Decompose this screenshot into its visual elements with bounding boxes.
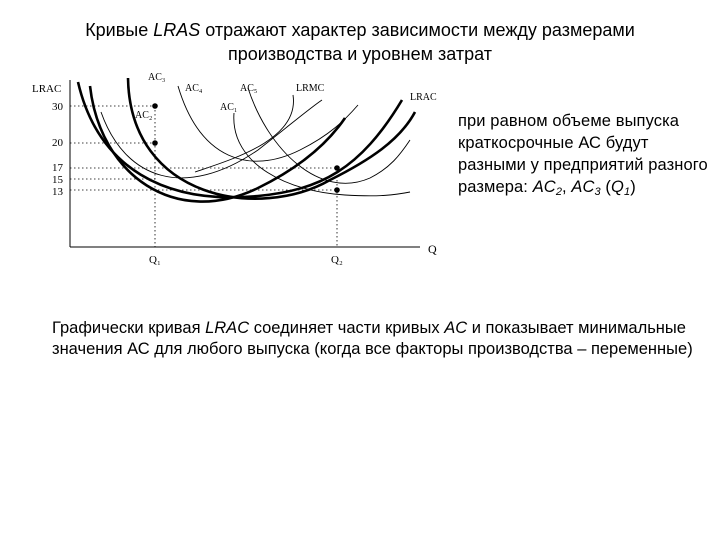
x-tick-q1: Q₁ — [149, 254, 161, 266]
side-note — [458, 110, 708, 203]
side-ac3: AC — [571, 178, 595, 196]
label-lrac: LRAC — [410, 92, 437, 103]
curve-ac1 — [90, 86, 345, 202]
title-text-lras: LRAS — [153, 20, 201, 40]
side-sep: , — [562, 178, 572, 196]
y-tick-15: 15 — [52, 174, 63, 186]
bottom-text-ac: AC — [444, 319, 468, 337]
point-q2-17 — [334, 165, 340, 171]
side-ac2-sub: 2 — [555, 186, 563, 198]
side-q: Q — [611, 178, 624, 196]
label-lrmc: LRMC — [296, 83, 325, 94]
title-text-a: Кривые — [85, 20, 154, 40]
point-q1-20 — [152, 140, 158, 146]
y-tick-30: 30 — [52, 101, 63, 113]
y-tick-13: 13 — [52, 186, 63, 198]
bottom-text-lrac: LRAC — [205, 319, 250, 337]
point-q1-30 — [152, 103, 158, 109]
bottom-text-c: соединяет части кривых — [249, 319, 445, 337]
curve-ac5 — [248, 88, 410, 183]
bottom-text-a: Графически кривая — [52, 319, 206, 337]
curve-ac4 — [178, 86, 358, 161]
label-ac5: AC₅ — [240, 83, 258, 94]
y-tick-20: 20 — [52, 137, 63, 149]
side-q-sub: 1 — [623, 186, 631, 198]
side-ac3-sub: 3 — [594, 186, 601, 198]
label-ac1: AC₁ — [220, 102, 238, 113]
label-ac3: AC₃ — [148, 72, 166, 83]
title-text-c: отражают характер зависимости между размерами — [200, 20, 635, 40]
y-tick-17: 17 — [52, 162, 63, 174]
curve-lrac — [78, 82, 402, 197]
side-text-main: при равном объеме выпуска краткосрочные АС будут разными у предприятий разного размера: — [458, 112, 708, 196]
title-line-2: производства и уровнем затрат — [228, 44, 492, 64]
x-tick-q2: Q₂ — [331, 254, 343, 266]
point-q2-13 — [334, 187, 340, 193]
x-axis-label: Q — [428, 242, 437, 256]
side-q-close: ) — [630, 178, 636, 196]
bottom-note — [52, 318, 702, 360]
y-axis-label: LRAC — [32, 83, 62, 95]
side-q-open: ( — [600, 178, 612, 196]
label-ac2: AC₂ — [135, 110, 153, 121]
bottom-text-e: и показывает минимальные значения АС для любого выпуска (когда все факторы производства – переменные) — [52, 319, 693, 358]
side-ac2: AC — [532, 178, 556, 196]
label-ac4: AC₄ — [185, 83, 203, 94]
